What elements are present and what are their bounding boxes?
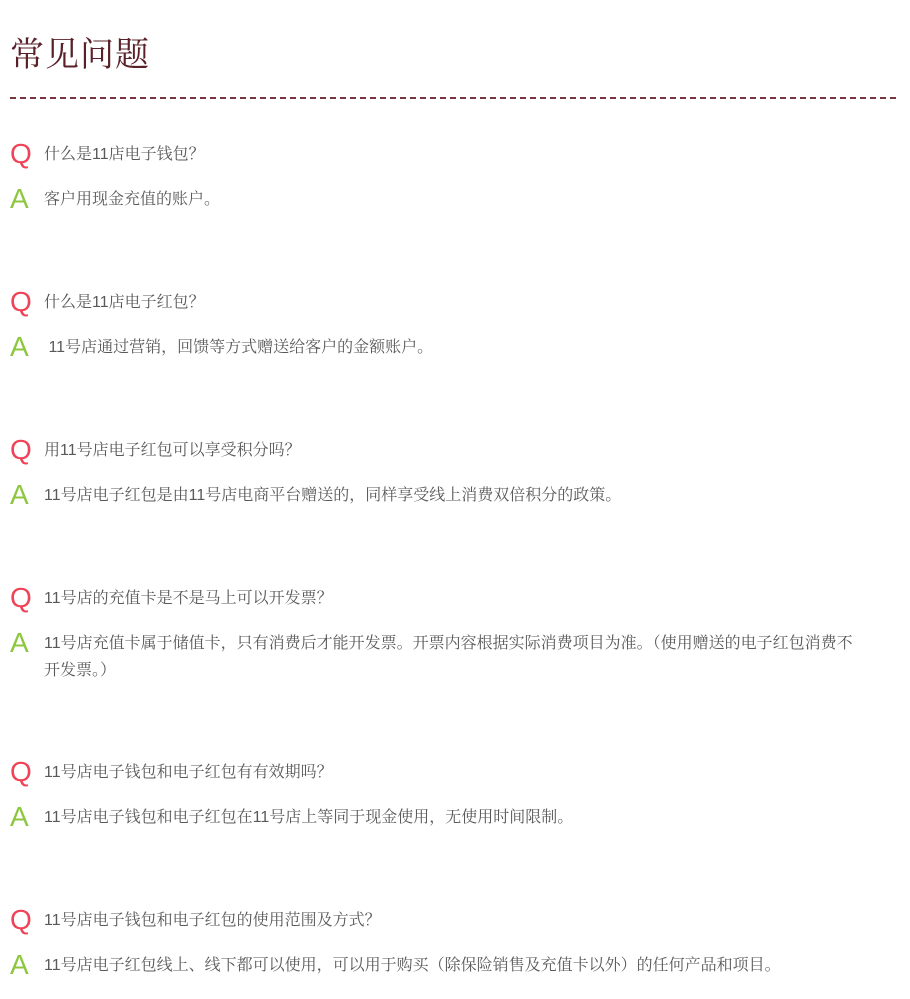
question-marker: Q (10, 582, 32, 613)
question-text: 用11号店电子红包可以享受积分吗？ (44, 442, 301, 459)
answer-text: 客户用现金充值的账户。 (44, 191, 221, 208)
answer-marker: A (10, 479, 29, 510)
question-marker: Q (10, 138, 32, 169)
answer-text: 11号店充值卡属于储值卡，只有消费后才能开发票。开票内容根据实际消费项目为准。（使用赠送的电子红包消费不开发票。） (44, 635, 853, 679)
answer-text: 11号店电子红包是由11号店电商平台赠送的，同样享受线上消费双倍积分的政策。 (44, 487, 622, 504)
answer-row (10, 802, 896, 832)
answer-marker: A (10, 331, 29, 362)
answer-marker: A (10, 801, 29, 832)
answer-marker: A (10, 183, 29, 214)
answer-row (10, 332, 896, 362)
question-row (10, 583, 896, 613)
question-marker: Q (10, 286, 32, 317)
faq-list (10, 139, 896, 980)
page-title: 常见问题 (10, 36, 150, 74)
dashed-divider (10, 97, 896, 99)
question-row (10, 905, 896, 935)
question-row (10, 139, 896, 169)
answer-text: 11号店电子红包线上、线下都可以使用，可以用于购买（除保险销售及充值卡以外）的任何产品和项目。 (44, 957, 781, 974)
question-row (10, 757, 896, 787)
question-row (10, 435, 896, 465)
question-row (10, 287, 896, 317)
answer-row (10, 628, 896, 684)
answer-text: 11号店通过营销，回馈等方式赠送给客户的金额账户。 (44, 339, 434, 356)
faq-item (10, 757, 896, 832)
question-text: 11号店电子钱包和电子红包有有效期吗？ (44, 764, 333, 781)
faq-item (10, 435, 896, 510)
question-marker: Q (10, 756, 32, 787)
question-text: 11号店电子钱包和电子红包的使用范围及方式？ (44, 912, 381, 929)
answer-row (10, 480, 896, 510)
faq-item (10, 287, 896, 362)
answer-marker: A (10, 949, 29, 980)
question-marker: Q (10, 904, 32, 935)
question-text: 什么是11店电子钱包？ (44, 146, 205, 163)
question-text: 11号店的充值卡是不是马上可以开发票？ (44, 590, 333, 607)
answer-marker: A (10, 627, 29, 658)
question-marker: Q (10, 434, 32, 465)
faq-item (10, 583, 896, 684)
faq-item (10, 905, 896, 980)
answer-row (10, 950, 896, 980)
faq-item (10, 139, 896, 214)
answer-text: 11号店电子钱包和电子红包在11号店上等同于现金使用，无使用时间限制。 (44, 809, 574, 826)
answer-row (10, 184, 896, 214)
question-text: 什么是11店电子红包？ (44, 294, 205, 311)
